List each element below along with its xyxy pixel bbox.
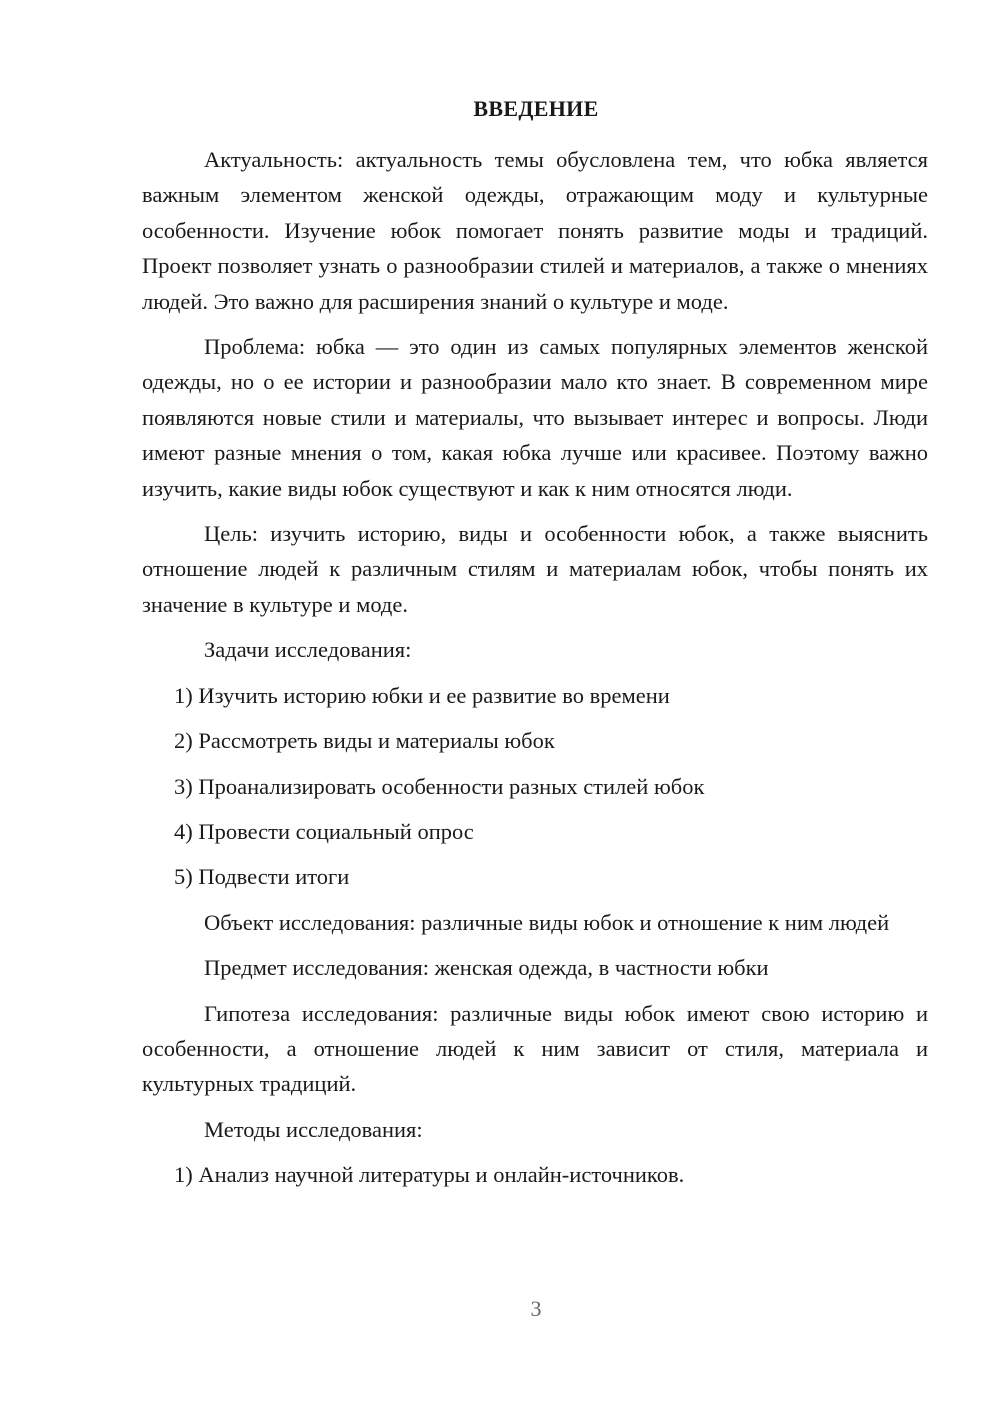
subject-paragraph: Предмет исследования: женская одежда, в частности юбки [204,955,769,981]
task-item: 5) Подвести итоги [174,864,350,890]
task-item: 3) Проанализировать особенности разных стилей юбок [174,773,705,799]
methods-heading: Методы исследования: [204,1116,423,1142]
method-item: 1) Анализ научной литературы и онлайн-источников. [174,1162,685,1188]
page-title: ВВЕДЕНИЕ [473,96,599,121]
document-body [142,142,928,1193]
task-item: 4) Провести социальный опрос [174,818,474,844]
problem-paragraph: Проблема: юбка — это один из самых популярных элементов женской одежды, но о ее истории и разнообразии мало кто знает. В современном мире появляются новые стили и материалы, что вызывает интерес и вопросы. Люди имеют разные мнения о том, какая юбка лучше или красивее. Поэтому важно изучить, какие виды юбок существуют и как к ним относятся люди. [142,334,928,501]
relevance-paragraph: Актуальность: актуальность темы обусловлена тем, что юбка является важным элементом женской одежды, отражающим моду и культурные особенности. Изучение юбок помогает понять развитие моды и традиций. Проект позволяет узнать о разнообразии стилей и материалов, а также о мнениях людей. Это важно для расширения знаний о культуре и моде. [142,147,928,314]
tasks-heading: Задачи исследования: [204,637,412,663]
object-paragraph: Объект исследования: различные виды юбок и отношение к ним людей [204,909,890,935]
page-number: 3 [530,1296,542,1321]
goal-paragraph: Цель: изучить историю, виды и особенности юбок, а также выяснить отношение людей к различным стилям и материалам юбок, чтобы понять их значение в культуре и моде. [142,521,928,617]
hypothesis-paragraph: Гипотеза исследования: различные виды юбок имеют свою историю и особенности, а отношение людей к ним зависит от стиля, материала и культурных традиций. [142,1000,928,1097]
task-item: 2) Рассмотреть виды и материалы юбок [174,728,555,754]
task-item: 1) Изучить историю юбки и ее развитие во времени [174,682,670,708]
